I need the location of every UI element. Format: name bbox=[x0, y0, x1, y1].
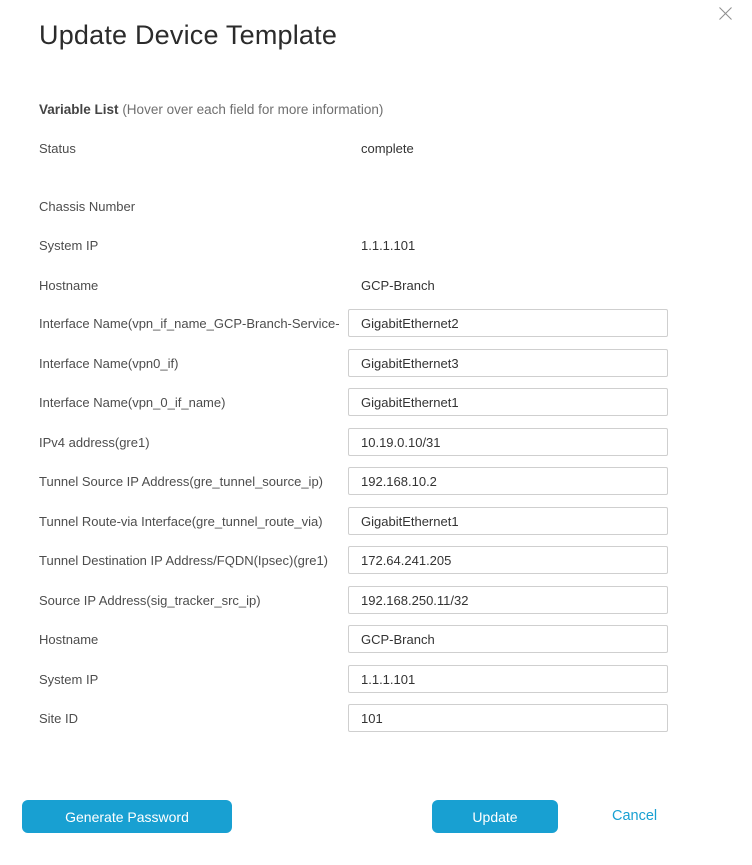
field-label: Status bbox=[39, 140, 76, 156]
vpn0-if-input[interactable] bbox=[348, 349, 668, 377]
sig-tracker-src-ip-input[interactable] bbox=[348, 586, 668, 614]
field-label: Site ID bbox=[39, 710, 79, 726]
variable-list-header bbox=[39, 102, 383, 117]
field-label: Interface Name(vpn_0_if_name) bbox=[39, 394, 226, 410]
vpn-0-if-name-input[interactable] bbox=[348, 388, 668, 416]
generate-password-button[interactable]: Generate Password bbox=[22, 800, 232, 833]
field-label: IPv4 address(gre1) bbox=[39, 434, 150, 450]
tunnel-source-ip-input[interactable] bbox=[348, 467, 668, 495]
field-row-sig-tracker-src-ip bbox=[39, 585, 668, 615]
update-button[interactable]: Update bbox=[432, 800, 558, 833]
close-button[interactable] bbox=[714, 4, 736, 26]
field-label: System IP bbox=[39, 237, 99, 253]
field-row-vpn-if-name-service bbox=[39, 308, 668, 338]
system-ip-input[interactable] bbox=[348, 665, 668, 693]
field-label: System IP bbox=[39, 671, 99, 687]
field-label: Tunnel Source IP Address(gre_tunnel_source_ip) bbox=[39, 473, 324, 489]
field-label: Hostname bbox=[39, 277, 99, 293]
field-row-vpn0-if bbox=[39, 348, 668, 378]
field-label: Source IP Address(sig_tracker_src_ip) bbox=[39, 592, 261, 608]
close-icon bbox=[718, 6, 733, 24]
status-value: complete bbox=[361, 140, 414, 156]
field-row-system-ip-input bbox=[39, 664, 668, 694]
site-id-input[interactable] bbox=[348, 704, 668, 732]
field-row-vpn-0-if-name bbox=[39, 387, 668, 417]
vpn-if-name-service-input[interactable] bbox=[348, 309, 668, 337]
hostname-value: GCP-Branch bbox=[361, 277, 435, 293]
field-label: Chassis Number bbox=[39, 198, 136, 214]
hostname-input[interactable] bbox=[348, 625, 668, 653]
field-row-status bbox=[39, 135, 668, 161]
tunnel-route-via-input[interactable] bbox=[348, 507, 668, 535]
field-label: Hostname bbox=[39, 631, 99, 647]
field-row-tunnel-route-via bbox=[39, 506, 668, 536]
field-row-hostname-input bbox=[39, 624, 668, 654]
field-label: Tunnel Route-via Interface(gre_tunnel_route_via) bbox=[39, 513, 323, 529]
field-row-system-ip-static bbox=[39, 232, 668, 258]
variable-list-hint: (Hover over each field for more information) bbox=[122, 102, 384, 117]
system-ip-value: 1.1.1.101 bbox=[361, 237, 416, 253]
tunnel-destination-input[interactable] bbox=[348, 546, 668, 574]
field-row-chassis-number bbox=[39, 193, 668, 219]
field-row-site-id bbox=[39, 703, 668, 733]
field-row-tunnel-source-ip bbox=[39, 466, 668, 496]
field-label: Interface Name(vpn_if_name_GCP-Branch-Service- bbox=[39, 315, 340, 331]
ipv4-gre1-input[interactable] bbox=[348, 428, 668, 456]
field-label: Tunnel Destination IP Address/FQDN(Ipsec)(gre1) bbox=[39, 552, 329, 568]
field-row-hostname-static bbox=[39, 272, 668, 298]
field-row-ipv4-gre1 bbox=[39, 427, 668, 457]
variable-list-title: Variable List bbox=[39, 102, 119, 117]
cancel-button[interactable]: Cancel bbox=[612, 808, 658, 824]
page-title: Update Device Template bbox=[39, 20, 338, 50]
field-row-tunnel-destination bbox=[39, 545, 668, 575]
field-label: Interface Name(vpn0_if) bbox=[39, 355, 179, 371]
